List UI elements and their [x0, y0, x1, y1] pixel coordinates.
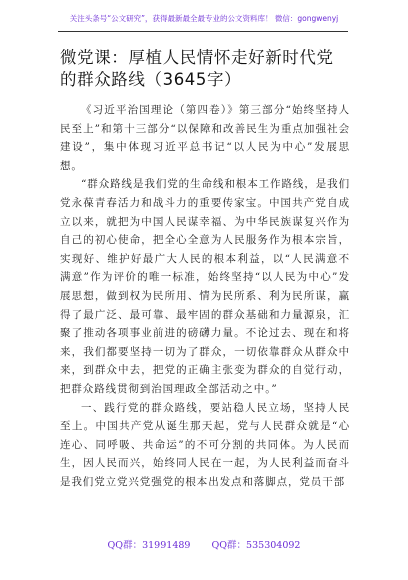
section-paragraph [60, 399, 350, 492]
document-body [60, 101, 350, 491]
paragraph: “群众路线是我们党的生命线和根本工作路线，是我们党永葆青春活力和战斗力的重要传家宝。中国共产党自成立以来，就把为中国人民谋幸福、为中华民族谋复兴作为自己的初心使命，把全心全意为人民服务作为根本宗旨，实现好、维护好最广大人民的根本利益，以“人民满意不满意”作为评价的唯一标准，始终坚持“以人民为中心”发展思想，做到权为民所用、情为民所系、利为民所谋，赢得了最广泛、最可靠、最牢固的群众基础和力量源泉，汇聚了推动各项事业前进的磅礴力量。不论过去、现在和将来，我们都要坚持一切为了群众，一切依靠群众从群众中来，到群众中去，把党的正确主张变为群众的自觉行动，把群众路线贯彻到治国理政全部活动之中。” [60, 178, 350, 395]
footer [0, 537, 408, 551]
paragraph: 《习近平治国理论（第四卷）》第三部分“始终坚持人民至上”和第十三部分“以保障和改善民生为重点加强社会建设”，集中体现习近平总书记“以人民为中心”发展思想。 [60, 104, 350, 172]
section-heading: 一、践行党的群众路线，要站稳人民立场，坚持人民至上。 [60, 401, 350, 433]
header-divider [58, 31, 348, 32]
header-note: 关注头条号“公文研究”，获得最新最全最专业的公文资料库！ 微信：gongwenyj [69, 14, 339, 23]
footer-qq-group-1: QQ群：31991489 [107, 540, 191, 551]
footer-qq-group-2: QQ群：535304092 [211, 540, 301, 551]
document-title: 微党课：厚植人民情怀走好新时代党的群众路线（3645字） [60, 48, 334, 89]
section-text: 中国共产党从诞生那天起，党与人民群众就是“心连心、同呼吸、共命运”的不可分割的共同体。为人民而生，因人民而兴，始终同人民在一起，为人民利益而奋斗是我们党立党兴党强党的根本出发点和落脚点，党员干部 [60, 420, 350, 488]
